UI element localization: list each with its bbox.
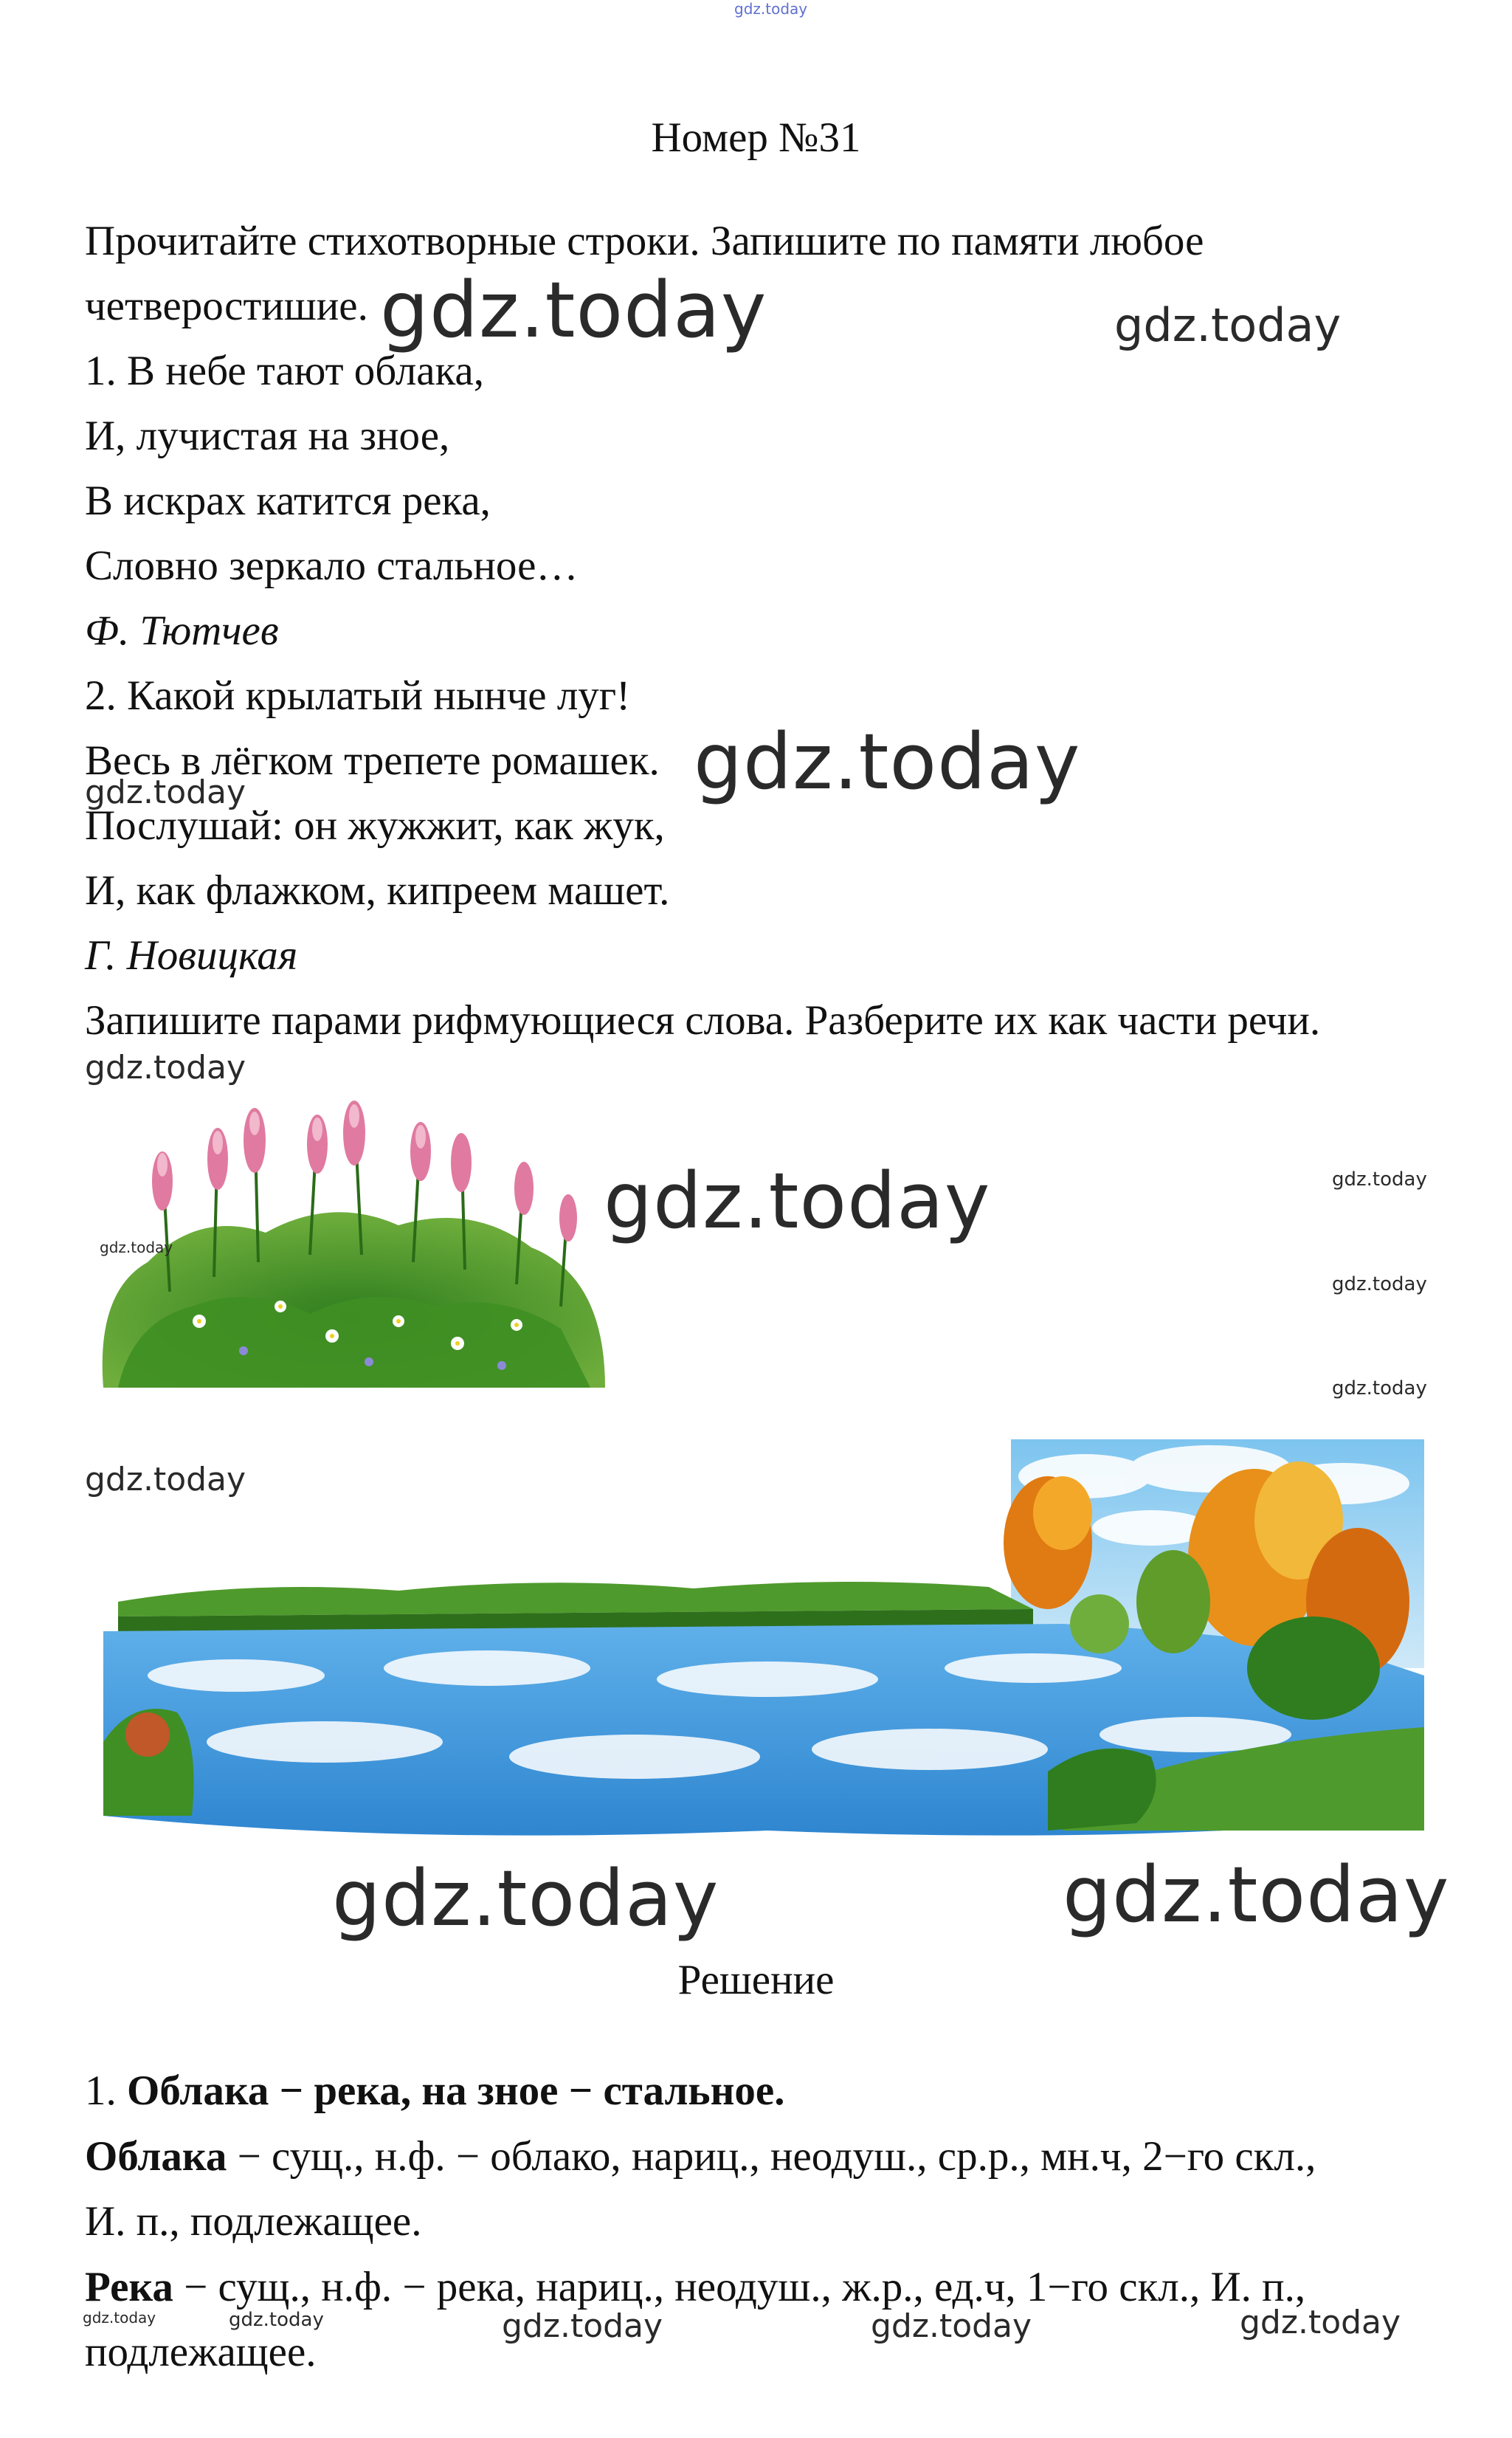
task2-text: Запишите парами рифмующиеся слова. Разберите их как части речи.: [85, 997, 1321, 1044]
analysis-word: Облака: [85, 2133, 227, 2180]
watermark: gdz.today: [502, 2307, 663, 2345]
watermark: gdz.today: [332, 1853, 719, 1943]
poem1-line-4: Словно зеркало стальное…: [85, 543, 579, 589]
solution-item-number: 1.: [85, 2067, 117, 2114]
watermark: gdz.today: [1332, 1273, 1427, 1295]
watermark: gdz.today: [1063, 1850, 1450, 1940]
solution-rhyme-pairs: Облака − река, на зное − стальное.: [127, 2067, 785, 2114]
watermark: gdz.today: [604, 1156, 991, 1246]
analysis-line-1: [85, 2133, 1316, 2180]
watermark: gdz.today: [871, 2307, 1032, 2345]
poem2-author: Г. Новицкая: [85, 932, 298, 979]
analysis-line-2: И. п., подлежащее.: [85, 2198, 422, 2245]
solution-item-1: [85, 2067, 785, 2114]
watermark: gdz.today: [380, 265, 767, 355]
watermark: gdz.today: [85, 1461, 246, 1498]
solution-heading: Решение: [677, 1957, 835, 2003]
analysis-word: Река: [85, 2264, 173, 2310]
watermark: gdz.today: [229, 2309, 324, 2331]
page-title: Номер №31: [651, 114, 861, 161]
fireweed-meadow-illustration: [89, 1070, 627, 1402]
watermark: gdz.today: [1332, 1168, 1427, 1191]
poem2-line-4: И, как флажком, кипреем машет.: [85, 867, 670, 914]
watermark: gdz.today: [100, 1239, 173, 1256]
analysis-text: − сущ., н.ф. − облако, нариц., неодуш., ср.р., мн.ч, 2−го скл.,: [227, 2133, 1316, 2180]
watermark: gdz.today: [83, 2309, 156, 2327]
watermark: gdz.today: [694, 717, 1081, 807]
task-line-1: Прочитайте стихотворные строки. Запишите по памяти любое: [85, 218, 1204, 264]
river-landscape-illustration: [103, 1432, 1432, 1875]
watermark: gdz.today: [1240, 2304, 1401, 2341]
poem2-line-2: Весь в лёгком трепете ромашек.: [85, 737, 660, 784]
poem1-line-1: 1. В небе тают облака,: [85, 348, 484, 394]
analysis-text: − сущ., н.ф. − река, нариц., неодуш., ж.р., ед.ч, 1−го скл., И. п.,: [173, 2264, 1306, 2310]
analysis-line-3: [85, 2266, 1305, 2308]
watermark: gdz.today: [1114, 298, 1342, 352]
poem1-line-3: В искрах катится река,: [85, 478, 491, 524]
watermark: gdz.today: [85, 774, 246, 811]
poem2-line-3: Послушай: он жужжит, как жук,: [85, 802, 665, 849]
watermark: gdz.today: [1332, 1377, 1427, 1399]
watermark: gdz.today: [85, 1049, 246, 1087]
task-line-2: четверостишие.: [85, 283, 368, 329]
poem2-line-1: 2. Какой крылатый нынче луг!: [85, 672, 631, 719]
analysis-line-4: подлежащее.: [85, 2329, 317, 2375]
poem1-author: Ф. Тютчев: [85, 607, 279, 654]
poem1-line-2: И, лучистая на зное,: [85, 413, 450, 459]
watermark-top: gdz.today: [734, 0, 808, 18]
